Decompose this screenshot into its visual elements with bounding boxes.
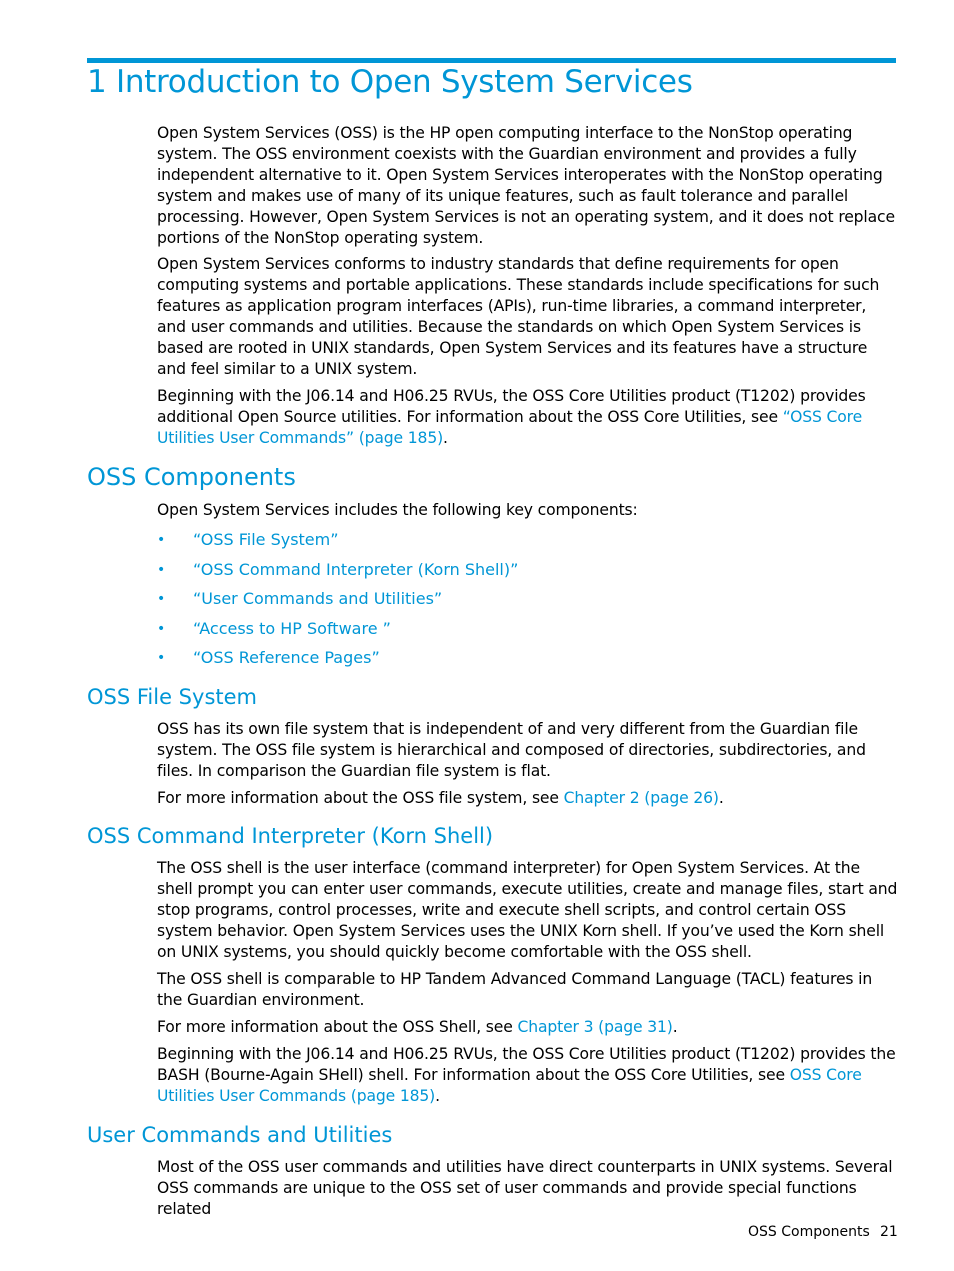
shell-paragraph-3-text: For more information about the OSS Shell, see xyxy=(157,1018,518,1036)
link-oss-reference-pages[interactable]: “OSS Reference Pages” xyxy=(193,648,380,667)
file-system-paragraph-1: OSS has its own file system that is independent of and very different from the Guardian file system. The OSS file system is hierarchical and composed of directories, subdirectories, and files. In comparison the Guardian file system is flat. xyxy=(157,720,866,780)
shell-paragraph-4 xyxy=(157,1044,899,1107)
shell-paragraph-3 xyxy=(157,1017,899,1038)
bullet-icon: • xyxy=(157,650,166,666)
footer-page-number: 21 xyxy=(880,1224,898,1240)
chapter-2-link[interactable]: Chapter 2 (page 26) xyxy=(563,789,719,807)
user-commands-paragraph-1: Most of the OSS user commands and utilities have direct counterparts in UNIX systems. Several OSS commands are unique to the OSS set of user commands and provide special functions related xyxy=(157,1158,893,1218)
link-user-commands[interactable]: “User Commands and Utilities” xyxy=(193,589,443,608)
shell-paragraph-4-text: Beginning with the J06.14 and H06.25 RVUs, the OSS Core Utilities product (T1202) provides the BASH (Bourne-Again SHell) shell. For information about the OSS Core Utilities, see xyxy=(157,1045,896,1084)
intro-paragraph-2 xyxy=(157,254,899,380)
intro-paragraph-1: Open System Services (OSS) is the HP open computing interface to the NonStop operating system. The OSS environment coexists with the Guardian environment and provides a fully independent alternative to it. Open System Services interoperates with the NonStop operating system and makes use of many of its unique features, such as fault tolerance and parallel processing. However, Open System Services is not an operating system, and it does not replace portions of the NonStop operating system. xyxy=(157,124,895,247)
link-access-to-hp-software[interactable]: “Access to HP Software ” xyxy=(193,618,391,638)
shell-paragraph-3-end: . xyxy=(672,1018,678,1036)
shell-paragraph-4-end: . xyxy=(435,1087,440,1105)
section-heading-oss-components: OSS Components xyxy=(87,463,296,491)
bullet-icon: • xyxy=(157,561,166,578)
chapter-title: 1 Introduction to Open System Services xyxy=(87,64,693,100)
file-system-paragraph-2-end: . xyxy=(718,789,724,807)
file-system-paragraph-2-text: For more information about the OSS file system, see xyxy=(157,789,564,807)
components-intro: Open System Services includes the following key components: xyxy=(157,501,638,519)
section-heading-oss-file-system: OSS File System xyxy=(87,685,257,709)
section-heading-oss-command-interpreter: OSS Command Interpreter (Korn Shell) xyxy=(87,824,494,848)
bullet-icon: • xyxy=(157,532,166,548)
link-oss-command-interpreter[interactable]: “OSS Command Interpreter (Korn Shell)” xyxy=(193,559,519,579)
oss-core-utilities-link[interactable]: “OSS Core Utilities User Commands” (page 185) xyxy=(157,408,863,447)
oss-core-utilities-user-commands-link[interactable]: OSS Core Utilities User Commands (page 185) xyxy=(157,1066,862,1105)
intro-paragraph-3-end: . xyxy=(443,429,448,447)
bullet-icon: • xyxy=(157,620,166,637)
intro-paragraph-3 xyxy=(157,386,899,449)
bullet-icon: • xyxy=(157,591,166,607)
intro-paragraph-2-text: Open System Services conforms to industry standards that define requirements for open computing systems and portable applications. These standards include specifications for such features as application program interfaces (APIs), run-time libraries, a command interpreter, and user commands and utilities. Because the standards on which Open System Services is based are rooted in UNIX standards, Open System Services and its features have a structure and feel similar to a UNIX system. xyxy=(157,255,880,378)
section-heading-user-commands: User Commands and Utilities xyxy=(87,1123,393,1147)
chapter-3-link[interactable]: Chapter 3 (page 31) xyxy=(517,1018,673,1036)
shell-paragraph-1: The OSS shell is the user interface (command interpreter) for Open System Services. At the shell prompt you can enter user commands, execute utilities, create and manage files, start and stop programs, control processes, write and execute shell scripts, and control certain OSS system behavior. Open System Services uses the UNIX Korn shell. If you’ve used the Korn shell on UNIX systems, you should quickly become comfortable with the OSS shell. xyxy=(157,859,898,961)
shell-paragraph-2: The OSS shell is comparable to HP Tandem Advanced Command Language (TACL) features in the Guardian environment. xyxy=(157,970,873,1009)
intro-paragraph-3-text: Beginning with the J06.14 and H06.25 RVUs, the OSS Core Utilities product (T1202) provides additional Open Source utilities. For information about the OSS Core Utilities, see xyxy=(157,387,866,426)
file-system-paragraph-2 xyxy=(157,788,899,809)
link-oss-file-system[interactable]: “OSS File System” xyxy=(193,530,339,549)
top-rule xyxy=(87,58,896,63)
footer-section-name: OSS Components xyxy=(748,1224,870,1240)
